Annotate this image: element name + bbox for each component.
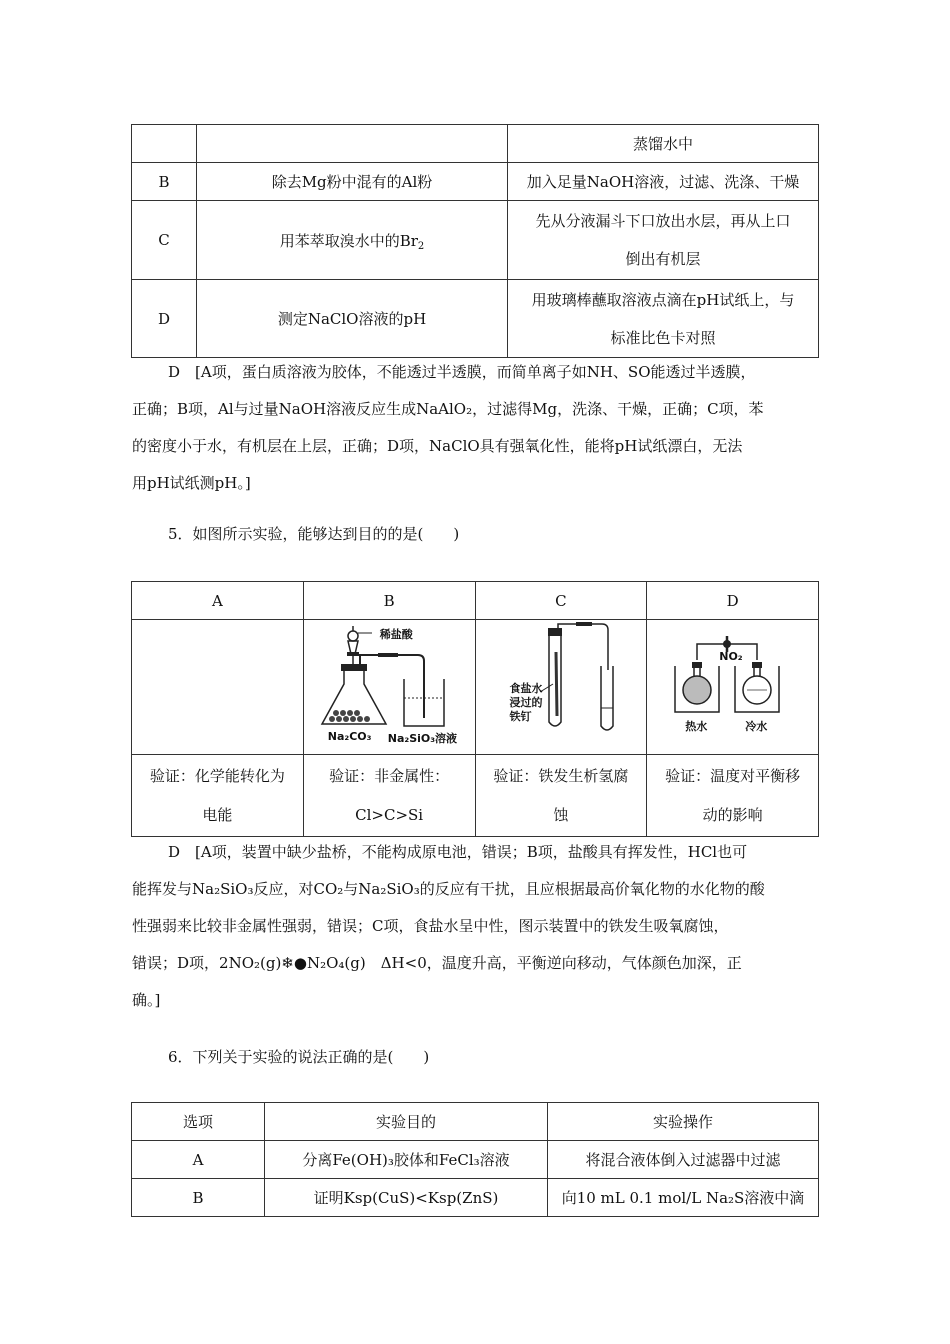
nail-test-tube-diagram [480,622,640,752]
diagram-d-cell [647,620,819,755]
table-cell [197,201,508,280]
table-cell: 将混合液体倒入过滤器中过滤 [548,1141,819,1179]
table-row [132,620,819,755]
header-goal: 实验目的 [265,1103,548,1141]
table-cell: 加入足量NaOH溶液，过滤、洗涤、干燥 [508,163,819,201]
table-cell: 向10 mL 0.1 mol/L Na₂S溶液中滴 [548,1179,819,1217]
table-cell: 证明Ksp(CuS)<Ksp(ZnS) [265,1179,548,1217]
no2-flasks-diagram [647,622,817,752]
answer-line: 正确；B项，Al与过量NaOH溶液反应生成NaAlO₂，过滤得Mg，洗涤、干燥，正确；C项，苯 [132,400,764,418]
hot-water-label: 热水 [685,720,708,733]
op-line: 先从分液漏斗下口放出水层，再从上口 [535,212,791,230]
answer-line: D [A项，装置中缺少盐桥，不能构成原电池，错误；B项，盐酸具有挥发性，HCl也可 [168,843,748,861]
answer-line: 的密度小于水，有机层在上层，正确；D项，NaClO具有强氧化性，能将pH试纸漂白，无法 [132,437,743,455]
silicate-label: Na₂SiO₃溶液 [387,732,458,745]
cold-water-label: 冷水 [745,720,768,733]
subscript: 2 [417,240,425,252]
answer-line: 确。] [132,991,161,1009]
nail-label-2: 浸过的 [509,696,543,709]
nail-label-1: 食盐水 [509,682,543,695]
table-q6 [131,1102,819,1217]
table-cell [132,125,197,163]
table-cell: 蒸馏水中 [508,125,819,163]
caption-b [303,755,475,837]
op-line: 倒出有机层 [625,250,701,268]
carbonate-label: Na₂CO₃ [327,730,372,743]
diagram-b-cell [303,620,475,755]
table-cell: 测定NaClO溶液的pH [197,280,508,358]
header-b: B [303,582,475,620]
header-operation: 实验操作 [548,1103,819,1141]
caption-d [647,755,819,837]
diagram-c [476,622,647,752]
no2-label: NO₂ [719,650,743,663]
table-cell: 分离Fe(OH)₃胶体和FeCl₃溶液 [265,1141,548,1179]
question-5-stem: 5．如图所示实验，能够达到目的的是( ) [168,525,460,543]
caption-line: 验证：铁发生析氢腐 [493,766,629,785]
diagram-d [647,622,818,752]
caption-line: 动的影响 [702,805,763,824]
table-1 [131,124,819,358]
table-row [132,201,819,280]
caption-line: Cl>C>Si [355,805,424,824]
header-d: D [647,582,819,620]
answer-line: D [A项，蛋白质溶液为胶体，不能透过半透膜，而简单离子如NH、SO能透过半透膜， [168,363,756,381]
caption-line: 验证：温度对平衡移 [665,766,801,785]
caption-line: 验证：非金属性： [329,766,450,785]
header-a: A [132,582,304,620]
table-row [132,582,819,620]
table-row [132,755,819,837]
op-line: 用玻璃棒蘸取溶液点滴在pH试纸上，与 [531,290,795,309]
op-line: 标准比色卡对照 [610,328,716,347]
caption-line: 蚀 [553,805,569,824]
diagram-a-cell [132,620,304,755]
table-cell: B [132,163,197,201]
table-row [132,163,819,201]
diagram-c-cell [475,620,647,755]
goal-text: 用苯萃取溴水中的Br [279,231,418,250]
answer-line: 性强弱来比较非金属性强弱，错误；C项，食盐水呈中性，图示装置中的铁发生吸氧腐蚀， [132,917,729,935]
diagram-b [304,622,475,752]
acid-label: 稀盐酸 [379,628,413,641]
caption-line: 验证：化学能转化为 [149,766,285,785]
caption-c [475,755,647,837]
table-cell: B [132,1179,265,1217]
header-option: 选项 [132,1103,265,1141]
table-cell: 除去Mg粉中混有的Al粉 [197,163,508,201]
table-cell [508,201,819,280]
table-row [132,1179,819,1217]
table-row [132,280,819,358]
table-row [132,125,819,163]
table-cell [197,125,508,163]
answer-line: 能挥发与Na₂SiO₃反应，对CO₂与Na₂SiO₃的反应有干扰，且应根据最高价氧化物的水化物的酸 [132,880,765,898]
table-q5 [131,581,819,837]
caption-a [132,755,304,837]
table-cell: D [132,280,197,358]
nail-label-3: 铁钉 [509,710,532,723]
table-row [132,1141,819,1179]
table-cell: A [132,1141,265,1179]
question-6-stem: 6．下列关于实验的说法正确的是( ) [168,1048,430,1066]
answer-4 [132,354,818,502]
answer-line: 用pH试纸测pH。] [132,474,251,492]
answer-line: 错误；D项，2NO₂(g)❄●N₂O₄(g) ΔH<0，温度升高，平衡逆向移动，气体颜色加深，正 [132,954,742,972]
caption-line: 电能 [202,805,233,824]
header-c: C [475,582,647,620]
table-cell [508,280,819,358]
answer-5 [132,834,818,1019]
table-cell: C [132,201,197,280]
table-row [132,1103,819,1141]
